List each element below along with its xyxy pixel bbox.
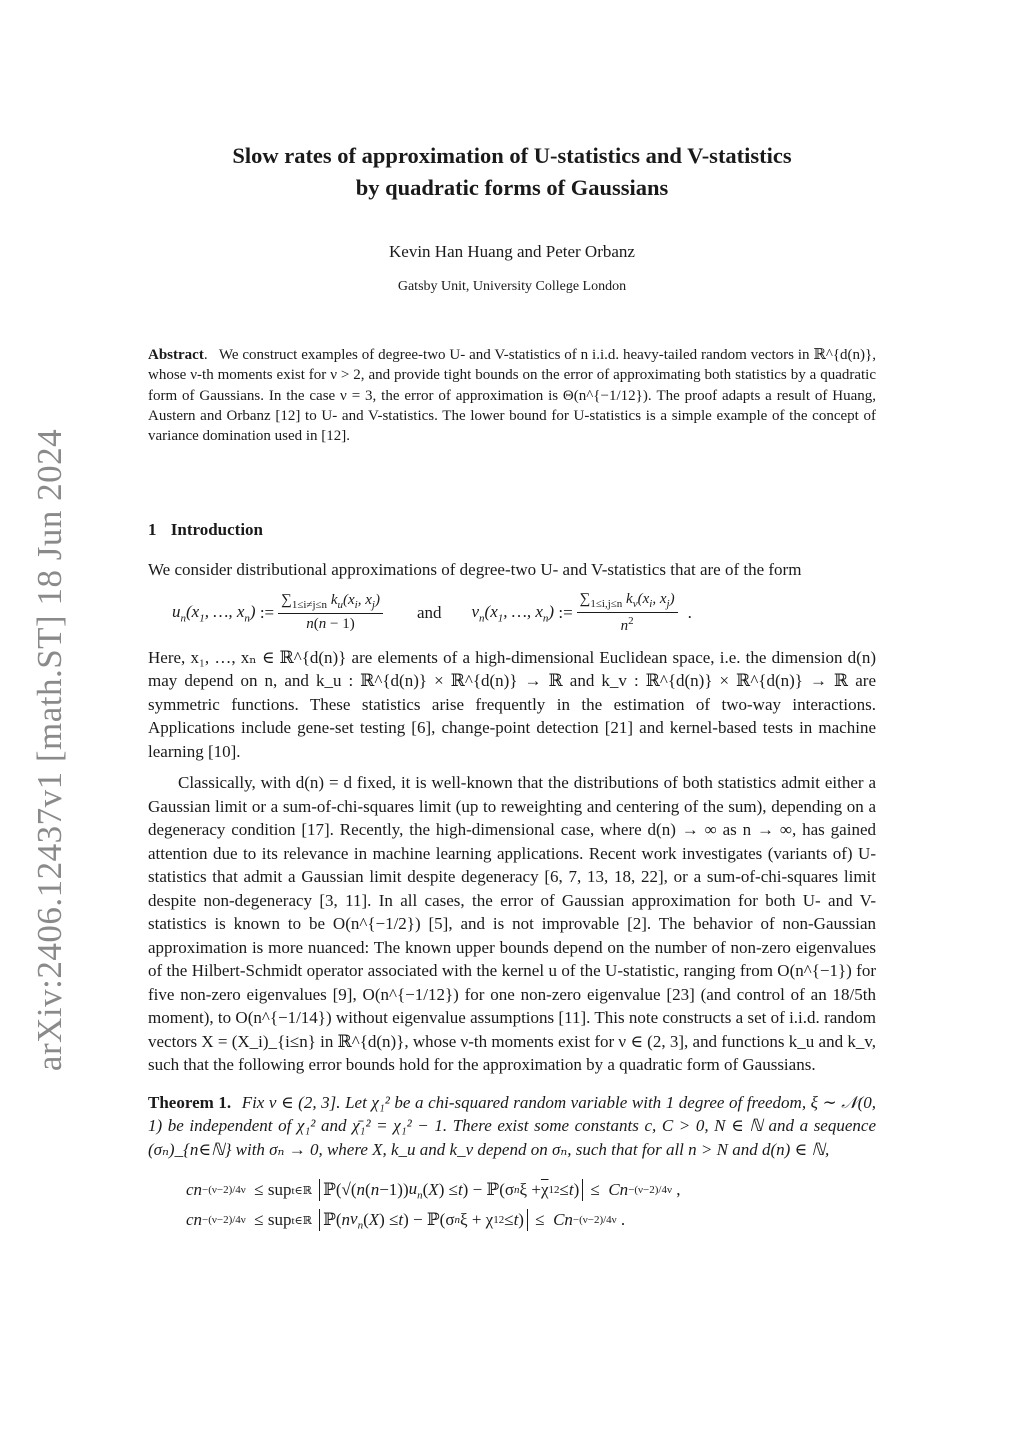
section-title: Introduction bbox=[170, 520, 264, 540]
arxiv-stamp bbox=[20, 428, 80, 1072]
paper-page bbox=[148, 140, 876, 1235]
abstract: Abstract. We construct examples of degree-two U- and V-statistics of n i.i.d. heavy-tailed random vectors in ℝ^{d(n)}, whose ν-th moments exist for ν > 2, and provide tight bounds on the error of approximating both statistics by a quadratic form of Gaussians. In the case ν = 3, the error of approximation is Θ(n^{−1/12}). The proof adapts a result of Huang, Austern and Orbanz [12] to U- and V-statistics. The lower bound for U-statistics is a simple example of the concept of variance domination used in [12]. bbox=[148, 347, 876, 445]
title-line-1: Slow rates of approximation of U-statistics and V-statistics bbox=[232, 143, 792, 168]
section-number: 1 bbox=[148, 520, 157, 540]
intro-paragraph-1: We consider distributional approximations of degree-two U- and V-statistics that are of the form bbox=[148, 560, 802, 580]
intro-paragraph-3: Classically, with d(n) = d fixed, it is well-known that the distributions of both statistics admit either a Gaussian limit or a sum-of-chi-squares limit (up to reweighting and centering of the sum), depending on a degeneracy condition [17]. Recently, the high-dimensional case, where d(n) → ∞ as n → ∞, has gained attention due to its relevance in machine learning applications. Recent work investigates (variants of) U-statistics that admit a Gaussian limit despite degeneracy [6, 7, 13, 18, 22], or a sum-of-chi-squares limit despite non-degeneracy [3, 11]. In all cases, the error of Gaussian approximation for both U- and V-statistics is known to be O(n^{−1/2}) [5], and is not improvable [2]. The behavior of non-Gaussian approximation is more nuanced: The known upper bounds depend on the number of non-zero eigenvalues of the Hilbert-Schmidt operator associated with the kernel u of the U-statistic, ranging from O(n^{−1}) for five non-zero eigenvalues [9], O(n^{−1/12}) for one non-zero eigenvalue [23] (and control of an 18/5th moment), to O(n^{−1/14}) without eigenvalue assumptions [11]. This note constructs a set of i.i.d. random vectors X = (X_i)_{i≤n} in ℝ^{d(n)}, whose ν-th moments exist for ν ∈ (2, 3], and functions k_u and k_v, such that the following error bounds hold for the approximation by a quadratic form of Gaussians. bbox=[148, 773, 876, 1075]
display-and: and bbox=[416, 602, 442, 622]
abstract-label: Abstract bbox=[148, 347, 204, 363]
section-heading bbox=[148, 520, 876, 540]
affiliation: Gatsby Unit, University College London bbox=[397, 279, 627, 294]
intro-paragraph-2: Here, x₁, …, xₙ ∈ ℝ^{d(n)} are elements of a high-dimensional Euclidean space, i.e. the dimension d(n) may depend on n, and k_u : ℝ^{d(n)} × ℝ^{d(n)} → ℝ and k_v : ℝ^{d(n)} × ℝ^{d(n)} → ℝ are symmetric functions. These statistics arise frequently in the estimation of two-way interactions. Applications include gene-set testing [6], change-point detection [21] and kernel-based tests in machine learning [10]. bbox=[148, 647, 876, 761]
arxiv-identifier: arXiv:2406.12437v1 [math.ST] 18 Jun 2024 bbox=[30, 428, 69, 1072]
theorem-bounds bbox=[148, 1175, 876, 1235]
ustat-bound: cn −(ν−2)/4ν ≤ sup t∈ℝ ℙ(√( n ( n −1)) $u_n$ ( X ) ≤ t ) − ℙ(σ n ξ + $\overline{\chi}$ 1 2 ≤ t ) ≤ Cn −(ν−2)/4ν , bbox=[186, 1179, 681, 1202]
ustat-vstat-definition: $u_n(x_1$, …, $x_n$) := $\frac{\sum_{1\le i\ne j\le n} k_u(x_i, x_j)}{n(n - 1)}$ and $v_n(x_1$, …, $x_n$) := $\frac{\sum_{1\le i,j\le n} k_v(x_i, x_j)}{n^2}$ . bbox=[172, 590, 692, 634]
theorem-text: Fix ν ∈ (2, 3]. Let χ₁² be a chi-squared random variable with 1 degree of freedom, ξ ∼ 𝒩(0, 1) be independent of χ₁² and χ̄₁² = χ₁² − 1. There exist some constants c, C > 0, N ∈ ℕ and a sequence (σₙ)_{n∈ℕ} with σₙ → 0, where X, k_u and k_v depend on σₙ, such that for all n > N and d(n) ∈ ℕ, bbox=[148, 1092, 876, 1159]
title-line-2: by quadratic forms of Gaussians bbox=[355, 175, 669, 200]
theorem-1 bbox=[148, 1091, 876, 1162]
theorem-label: Theorem 1. bbox=[148, 1092, 232, 1112]
abstract-text: We construct examples of degree-two U- and V-statistics of n i.i.d. heavy-tailed random vectors in ℝ^{d(n)}, whose ν-th moments exist for ν > 2, and provide tight bounds on the error of approximating both statistics by a quadratic form of Gaussians. In the case ν = 3, the error of approximation is Θ(n^{−1/12}). The proof adapts a result of Huang, Austern and Orbanz [12] to U- and V-statistics. The lower bound for U-statistics is a simple example of the concept of variance domination used in [12]. bbox=[148, 347, 876, 445]
authors: Kevin Han Huang and Peter Orbanz bbox=[389, 242, 635, 261]
paper-title bbox=[148, 140, 876, 204]
vstat-bound: cn −(ν−2)/4ν ≤ sup t∈ℝ ℙ( n $v_n$ ( X ) ≤ t ) − ℙ(σ n ξ + χ 1 2 ≤ t ) ≤ Cn −(ν−2)/4ν . bbox=[186, 1209, 626, 1232]
